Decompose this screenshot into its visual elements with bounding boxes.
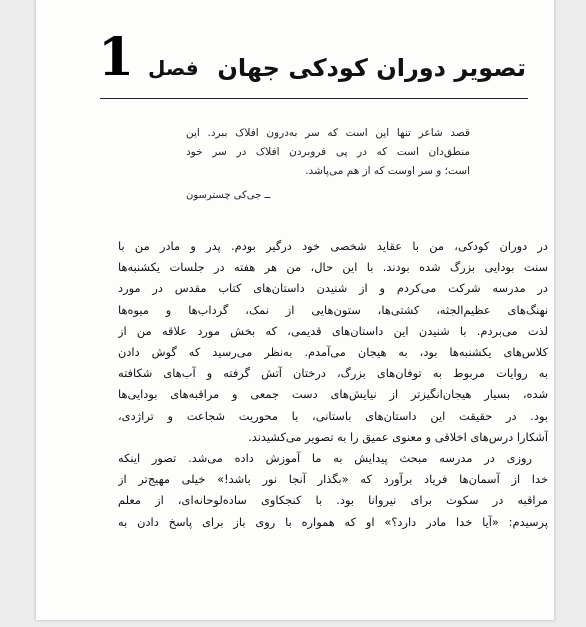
chapter-title: تصویر دوران کودکی جهان [217,54,526,82]
paragraph [118,236,548,448]
text-line: بود. در حقیقت این داستان‌های باستانی، با محوریت شجاعت و تراژدی، [118,408,548,423]
text-line: مراقبه در سکوت برای نیروانا بود. با کنجکاوی ساده‌لوحانه‌ای، از معلم [118,493,548,508]
text-line: به روایات مربوط به توفان‌های بزرگ، درختان آتش گرفته و آب‌های شکافته [118,366,548,381]
book-page [36,0,554,620]
text-line: کلاس‌های یکشنبه‌ها بود، به هیجان می‌آمدم. به‌نظر می‌رسید که گوش دادن [118,345,548,360]
text-line: شده، بسیار هیجان‌انگیزتر از نیایش‌های دست جمعی و مراقبه‌های بودایی‌ها [118,387,548,402]
header-divider [100,98,528,99]
text-line: خدا از آسمان‌ها فریاد برآورد که «بگذار آنجا نور باشد!» خیلی مهیج‌تر از [118,472,548,487]
epigraph-line: منطق‌دان است که در پی فروبردن افلاک در سر خود [186,146,470,158]
text-line: لذت می‌بردم. با شنیدن این داستان‌های قدیمی، که بخش مورد علاقه من از [118,323,548,338]
text-line: در مدرسه شرکت می‌کردم و از شنیدن داستان‌های کتاب مقدس در مورد [118,281,548,296]
epigraph-line: قصد شاعر تنها این است که سر به‌درون افلاک ببرد. این [186,127,470,139]
text-line: روزی در مدرسه مبحث پیدایش به ما آموزش داده می‌شد. تصور اینکه [118,451,532,466]
epigraph-quote [186,124,470,181]
text-line: نهنگ‌های عظیم‌الجثه، کشتی‌ها، ستون‌هایی از نمک، گرداب‌ها و میوه‌ها [118,302,548,317]
epigraph-attribution: ــ جی‌کی چسترسون [186,190,271,201]
text-line: پرسیدم: «آیا خدا مادر دارد؟» او که همواره با روی باز برای پاسخ دادن به [118,514,548,529]
text-line: آشکارا درس‌های اخلاقی و معنوی عمیق را به تصویر می‌کشیدند. [248,429,548,444]
text-line: سنت بودایی بزرگ شده بودند. با این حال، من هر هفته در جلسات یکشنبه‌ها [118,260,548,275]
text-line: در دوران کودکی، من با عقاید شخصی خود درگیر بودم. پدر و مادر من با [118,239,548,253]
chapter-header [98,27,526,96]
body-text [118,236,548,533]
epigraph-line: است؛ و سر اوست که از هم می‌پاشد. [305,165,470,177]
paragraph [118,448,548,533]
chapter-number: 1 [98,27,135,88]
chapter-label: فصل [148,56,199,80]
